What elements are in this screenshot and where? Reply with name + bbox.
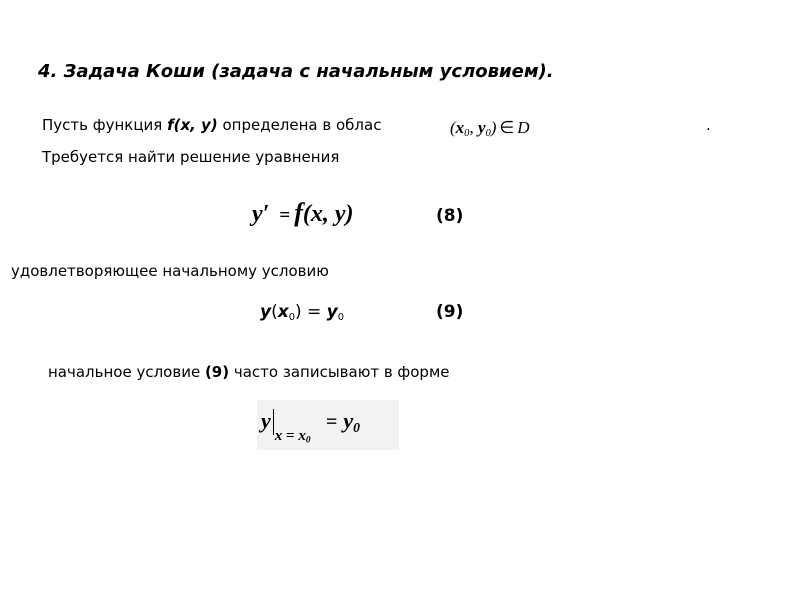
- period: .: [706, 116, 711, 134]
- slide-title: 4. Задача Коши (задача с начальным условием).: [38, 61, 554, 82]
- equation-9-number: (9): [436, 302, 464, 322]
- alternative-form-line: начальное условие (9) часто записывают в форме: [48, 363, 450, 381]
- eq8-f: f: [294, 198, 303, 227]
- text-prefix: Пусть функция: [42, 116, 168, 134]
- initial-condition-line: удовлетворяющее начальному условию: [11, 262, 329, 280]
- eq8-equals: =: [279, 205, 291, 226]
- equation-8: [252, 198, 354, 228]
- text-middle: определена в облас: [217, 116, 382, 134]
- function-name: f(x, y): [167, 116, 218, 134]
- membership-formula: ($x_0$, $y_0$) ∈ D: [450, 118, 530, 139]
- equation-8-number: (8): [436, 206, 464, 226]
- eq8-lhs: y′: [252, 201, 270, 227]
- function-definition-line: [42, 116, 381, 134]
- equation-alternative-form: $y_{x = x_0} = y_0$: [257, 400, 399, 450]
- eq8-args: (x, y): [302, 201, 354, 227]
- find-solution-line: Требуется найти решение уравнения: [42, 148, 340, 166]
- equation-9: y(x0) = y0: [260, 302, 345, 323]
